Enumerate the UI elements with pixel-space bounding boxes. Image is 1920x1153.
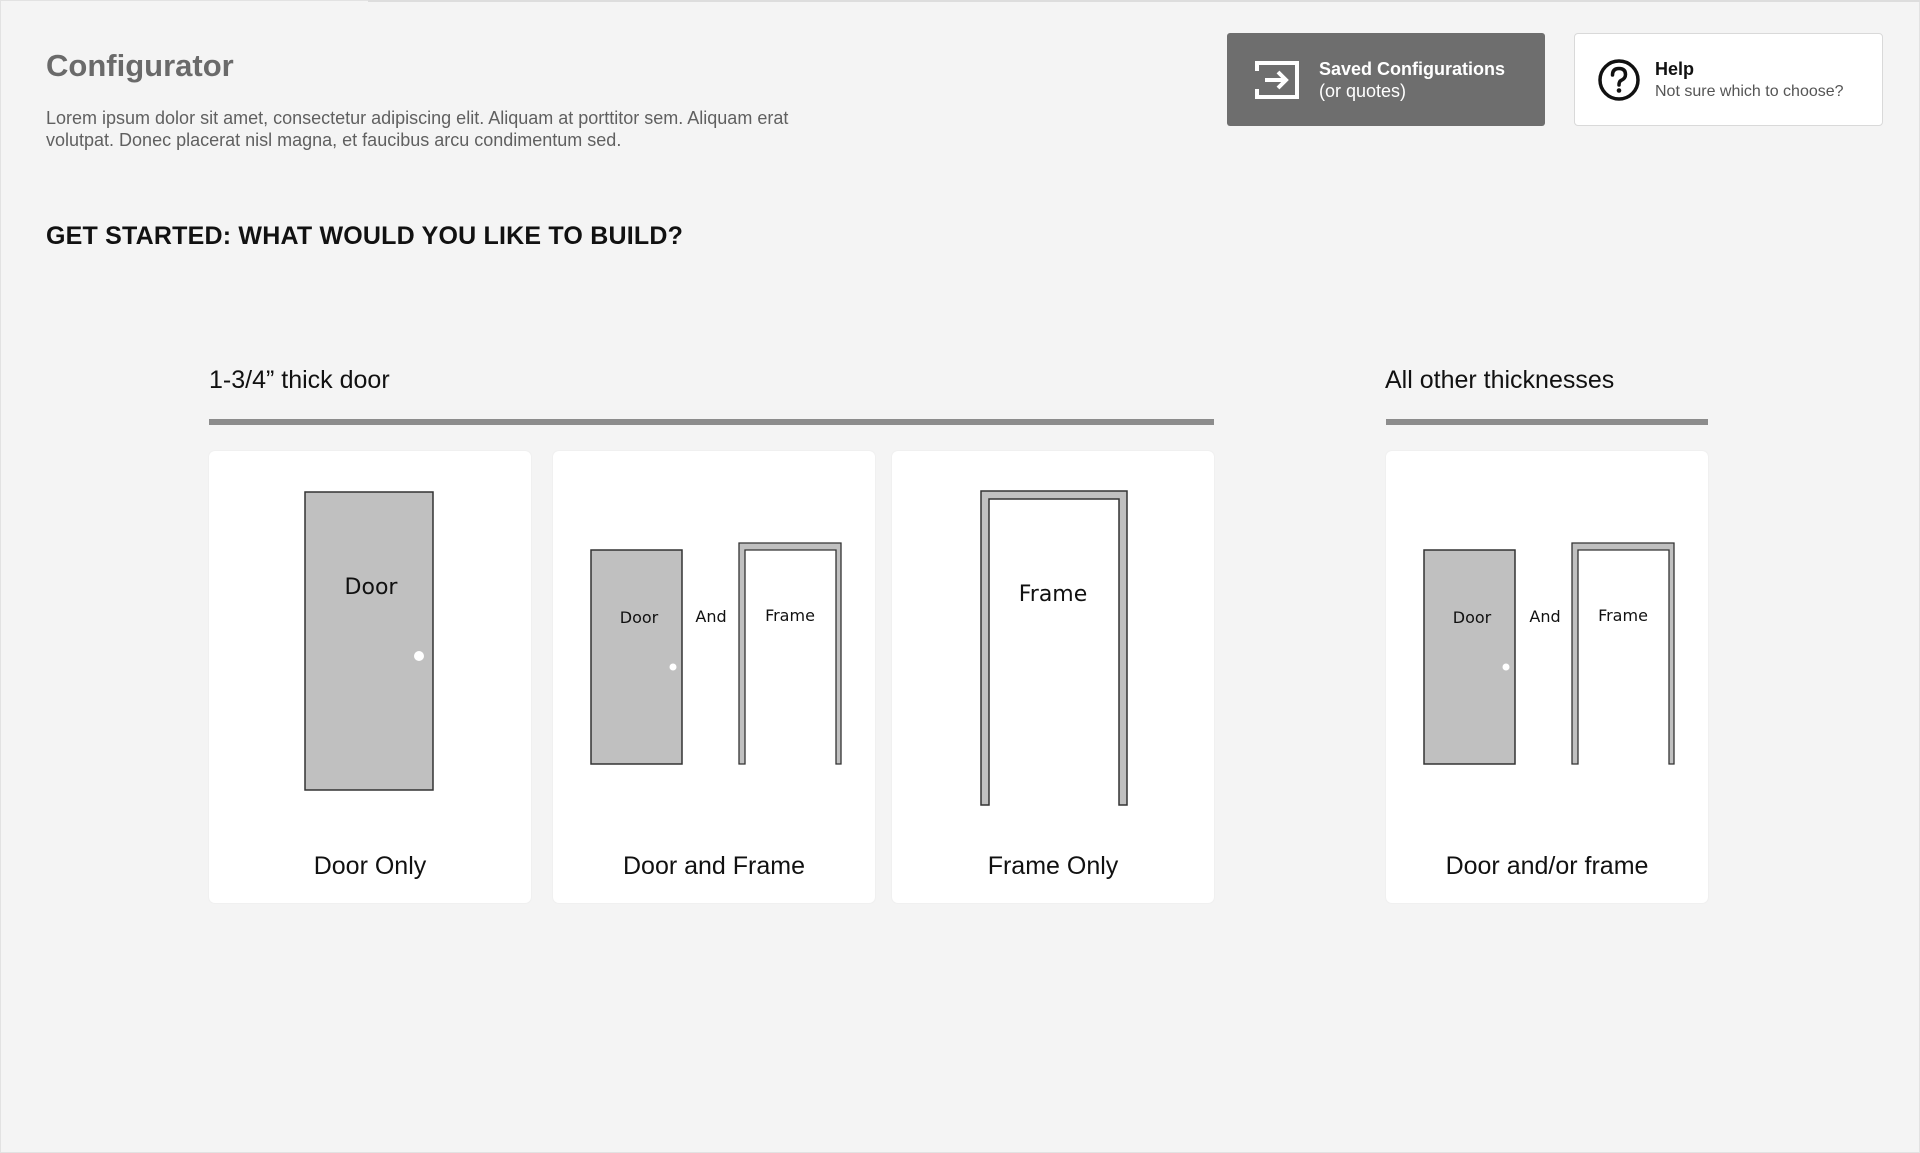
and-label: And — [695, 607, 727, 626]
frame-illustration — [892, 451, 1214, 903]
card-frame-only-label: Frame Only — [987, 852, 1119, 880]
page-title: Configurator — [46, 48, 234, 83]
section-rule-other — [1386, 419, 1708, 425]
frame-label: Frame — [1598, 606, 1648, 625]
section-label-standard: 1-3/4” thick door — [209, 366, 390, 394]
card-door-or-frame-label: Door and/or frame — [1445, 852, 1649, 880]
card-door-and-frame-label: Door and Frame — [622, 852, 806, 880]
card-door-and-frame[interactable] — [553, 451, 875, 903]
saved-configurations-button[interactable] — [1227, 33, 1545, 126]
page-description: Lorem ipsum dolor sit amet, consectetur adipiscing elit. Aliquam at porttitor sem. Aliquam erat volutpat. Donec placerat nisl magna, et faucibus arcu condimentum sed. — [46, 108, 789, 150]
door-label: Door — [619, 608, 659, 627]
frame-label: Frame — [765, 606, 815, 625]
question-circle-icon — [1597, 58, 1641, 102]
top-divider — [368, 0, 1920, 2]
card-door-or-frame[interactable] — [1386, 451, 1708, 903]
get-started-question: WHAT WOULD YOU LIKE TO BUILD? — [231, 222, 684, 250]
help-button[interactable] — [1574, 33, 1883, 126]
saved-configurations-title: Saved Configurations — [1319, 58, 1506, 79]
card-door-only[interactable] — [209, 451, 531, 903]
door-or-frame-illustration — [1386, 451, 1708, 903]
help-subtitle: Not sure which to choose? — [1655, 82, 1844, 100]
door-illustration-label: Door — [344, 575, 398, 600]
section-rule-standard — [209, 419, 1214, 425]
help-title: Help — [1655, 58, 1695, 79]
card-door-only-label: Door Only — [313, 852, 427, 880]
get-started-heading — [46, 222, 683, 251]
door-label: Door — [1452, 608, 1492, 627]
card-frame-only[interactable] — [892, 451, 1214, 903]
door-illustration — [209, 451, 531, 903]
frame-illustration-label: Frame — [1018, 582, 1088, 607]
get-started-bold: GET STARTED: — [46, 222, 232, 250]
and-label: And — [1529, 607, 1561, 626]
section-label-other: All other thicknesses — [1385, 366, 1615, 394]
saved-configurations-subtitle: (or quotes) — [1319, 80, 1407, 101]
door-and-frame-illustration — [553, 451, 875, 903]
export-icon — [1253, 59, 1301, 101]
